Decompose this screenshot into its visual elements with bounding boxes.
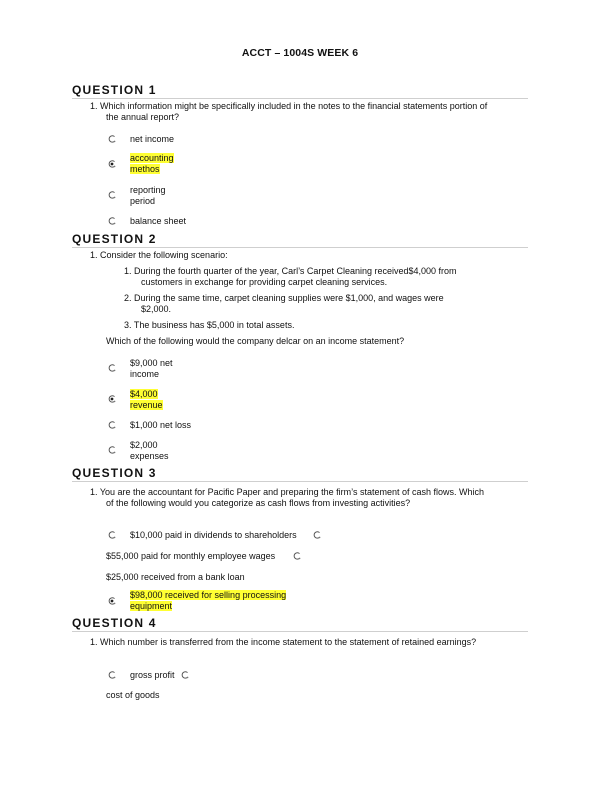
radio-empty-icon — [108, 446, 116, 454]
radio-empty-icon — [181, 671, 189, 679]
question-1-text-line2: the annual report? — [106, 112, 180, 122]
radio-selected-icon — [108, 597, 116, 605]
q1-option-1-radio[interactable] — [108, 135, 116, 143]
q3-option-4-label — [130, 590, 286, 612]
radio-empty-icon — [293, 552, 301, 560]
q3-option-4-line1: $98,000 received for selling processing — [130, 590, 287, 600]
q3-option-4-radio[interactable] — [108, 597, 116, 605]
document-title: ACCT – 1004S WEEK 6 — [241, 47, 359, 59]
question-2-intro: 1. Consider the following scenario: — [90, 250, 228, 260]
question-2-text: Which of the following would the company delcar on an income statement? — [106, 336, 405, 346]
q3-option-2-label: $55,000 paid for monthly employee wages — [106, 551, 276, 561]
question-3-text-line2: of the following would you categorize as cash flows from investing activities? — [106, 498, 411, 508]
q1-option-3-line1: reporting — [130, 185, 166, 195]
q1-option-4-label: balance sheet — [130, 216, 187, 226]
radio-empty-icon — [108, 531, 116, 539]
scenario-item-1-line2: customers in exchange for providing carpet cleaning services. — [141, 277, 388, 287]
q2-option-3-label: $1,000 net loss — [130, 420, 192, 430]
q2-option-4-radio[interactable] — [108, 446, 116, 454]
q2-option-1-line2: income — [130, 369, 160, 379]
q2-option-1-label — [130, 358, 173, 380]
q2-option-2-label — [130, 389, 163, 411]
q1-option-1-label: net income — [130, 134, 175, 144]
q3-option-2-radio[interactable] — [313, 531, 321, 539]
radio-empty-icon — [108, 364, 116, 372]
radio-selected-icon — [108, 160, 116, 168]
q1-option-2-line2: methos — [130, 164, 160, 174]
q4-option-2-radio[interactable] — [181, 671, 189, 679]
q4-option-1-label: gross profit — [130, 670, 175, 680]
q2-option-3-radio[interactable] — [108, 421, 116, 429]
q2-option-4-label — [130, 440, 169, 462]
scenario-item-3: 3. The business has $5,000 in total assets. — [124, 320, 295, 330]
scenario-item-2-line1: 2. During the same time, carpet cleaning supplies were $1,000, and wages were — [124, 293, 444, 303]
radio-empty-icon — [108, 217, 116, 225]
question-2-heading: QUESTION 2 — [72, 232, 157, 246]
question-4-text: 1. Which number is transferred from the income statement to the statement of retained earnings? — [90, 637, 477, 647]
q3-option-1-label: $10,000 paid in dividends to shareholders — [130, 530, 297, 540]
q1-option-2-label — [130, 153, 174, 175]
radio-empty-icon — [108, 671, 116, 679]
question-3-heading: QUESTION 3 — [72, 466, 157, 480]
question-3-text-line1: 1. You are the accountant for Pacific Paper and preparing the firm’s statement of cash flows. Which — [90, 487, 485, 497]
q2-option-2-line2: revenue — [130, 400, 163, 410]
scenario-item-2-line2: $2,000. — [141, 304, 172, 314]
radio-empty-icon — [108, 421, 116, 429]
question-1-text-line1: 1. Which information might be specifically included in the notes to the financial statements portion of — [90, 101, 488, 111]
q2-option-4-line2: expenses — [130, 451, 169, 461]
q2-option-1-radio[interactable] — [108, 364, 116, 372]
q4-option-1-radio[interactable] — [108, 671, 116, 679]
q3-option-4-line2: equipment — [130, 601, 173, 611]
q3-option-1-radio[interactable] — [108, 531, 116, 539]
q2-option-1-line1: $9,000 net — [130, 358, 173, 368]
q1-option-3-line2: period — [130, 196, 156, 206]
question-1-divider — [72, 98, 528, 99]
q1-option-4-radio[interactable] — [108, 217, 116, 225]
q1-option-2-line1: accounting — [130, 153, 174, 163]
q1-option-2-radio[interactable] — [108, 160, 116, 168]
q1-option-3-radio[interactable] — [108, 191, 116, 199]
scenario-item-1-line1: 1. During the fourth quarter of the year, Carl’s Carpet Cleaning received$4,000 from — [124, 266, 457, 276]
question-3-divider — [72, 481, 528, 482]
question-2-divider — [72, 247, 528, 248]
radio-empty-icon — [108, 191, 116, 199]
q3-option-3-radio[interactable] — [293, 552, 301, 560]
radio-selected-icon — [108, 395, 116, 403]
q4-option-2-label: cost of goods — [106, 690, 160, 700]
radio-empty-icon — [108, 135, 116, 143]
q2-option-4-line1: $2,000 — [130, 440, 158, 450]
question-1-heading: QUESTION 1 — [72, 83, 157, 97]
q1-option-3-label — [130, 185, 166, 207]
question-4-divider — [72, 631, 528, 632]
radio-empty-icon — [313, 531, 321, 539]
q2-option-2-line1: $4,000 — [130, 389, 158, 399]
q2-option-2-radio[interactable] — [108, 395, 116, 403]
q3-option-3-label: $25,000 received from a bank loan — [106, 572, 245, 582]
question-4-heading: QUESTION 4 — [72, 616, 157, 630]
